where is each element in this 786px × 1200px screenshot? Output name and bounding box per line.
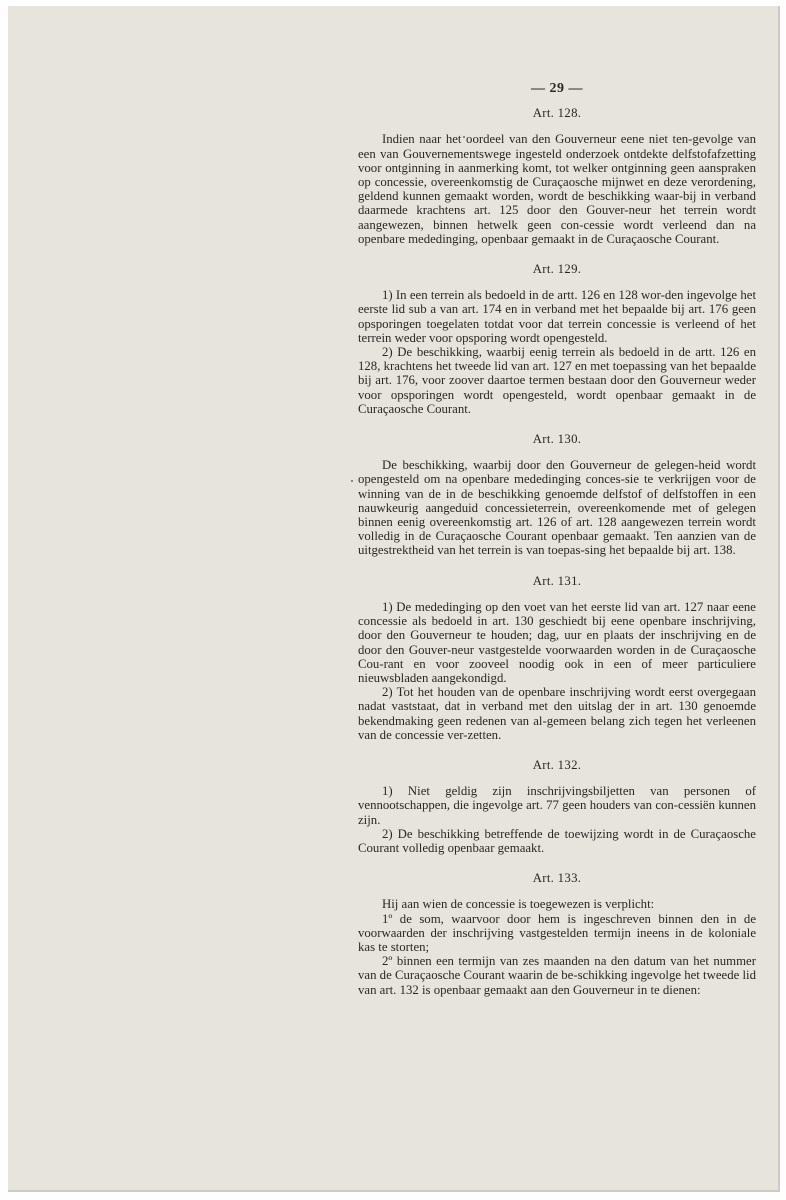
article-paragraph: 2) Tot het houden van de openbare inschrijving wordt eerst overgegaan nadat vaststaat, dat in verband met den uitslag der in art. 130 genoemde bekendmaking geen redenen van al-gemeen belang zich tegen het verleenen van de concessie ver-zetten. bbox=[358, 685, 756, 742]
article-paragraph: 1) Niet geldig zijn inschrijvingsbiljetten van personen of vennootschappen, die ingevolge art. 77 geen houders van con-cessiën kunnen zijn. bbox=[358, 784, 756, 827]
article-paragraph: 2º binnen een termijn van zes maanden na den datum van het nummer van de Curaçaosche Courant waarin de be-schikking ingevolge het tweede lid van art. 132 is openbaar gemaakt aan den Gouverneur in te dienen: bbox=[358, 954, 756, 997]
article-paragraph: 1) De mededinging op den voet van het eerste lid van art. 127 naar eene concessie als bedoeld in art. 130 geschiedt bij eene openbare inschrijving, door den Gouverneur te houden; dag, uur en plaats der inschrijving en de door den Gouver-neur vastgestelde voorwaarden worden in de Curaçaosche Cou-rant en voor zooveel noodig ook in een of meer particuliere nieuwsbladen aangekondigd. bbox=[358, 599, 756, 685]
page-number: — 29 — bbox=[531, 81, 583, 96]
article-paragraph: 2) De beschikking betreffende de toewijzing wordt in de Curaçaosche Courant volledig openbaar gemaakt. bbox=[358, 826, 756, 855]
article-paragraph: De beschikking, waarbij door den Gouverneur de gelegen-heid wordt opengesteld om na openbare mededinging conces-sie te verkrijgen voor de winning van de in de beschikking genoemde delfstof of delfstoffen in een nauwkeurig aangeduid concessieterrein, overeenkomende met of gelegen binnen eenig overeenkomstig art. 126 of art. 128 aangewezen terrein wordt volledig in de Curaçaosche Courant openbaar gemaakt. Ten aanzien van de uitgestrektheid van het terrein is van toepas-sing het bepaalde bij art. 138. bbox=[358, 458, 756, 558]
article-heading: Art. 128. bbox=[532, 106, 582, 121]
article-heading: Art. 133. bbox=[532, 871, 582, 886]
article-paragraph: Indien naar het oordeel van den Gouverneur eene niet ten-gevolge van een van Gouvernementswege ingesteld onderzoek ontdekte delfstofafzetting voor ontginning in aanmerking komt, tot welker ontginning geen aanspraken op concessie, overeenkomstig de Curaçaosche mijnwet en deze verordening, geldend kunnen gemaakt worden, wordt de beschikking waar-bij in verband daarmede krachtens art. 125 door den Gouver-neur het terrein wordt aangewezen, binnen hetwelk geen con-cessie wordt verleend dan na openbare mededinging, openbaar gemaakt in de Curaçaosche Courant. bbox=[358, 132, 756, 246]
article-paragraph: 1º de som, waarvoor door hem is ingeschreven binnen den in de voorwaarden der inschrijving vastgestelden termijn ineens in de koloniale kas te storten; bbox=[358, 911, 756, 954]
article-heading: Art. 129. bbox=[532, 262, 582, 277]
article-heading: Art. 132. bbox=[532, 757, 582, 772]
article-paragraph: 2) De beschikking, waarbij eenig terrein als bedoeld in de artt. 126 en 128, krachtens het tweede lid van art. 127 en met toepassing van het bepaalde bij art. 176, voor zoover daartoe termen bestaan door den Gouverneur weder voor opsporingen wordt opengesteld, wordt openbaar gemaakt in de Curaçaosche Courant. bbox=[358, 345, 756, 416]
speck-mark bbox=[351, 480, 353, 482]
article-paragraph: Hij aan wien de concessie is toegewezen is verplicht: bbox=[382, 897, 655, 912]
article-heading: Art. 130. bbox=[532, 432, 582, 447]
article-heading: Art. 131. bbox=[532, 573, 582, 588]
article-paragraph: 1) In een terrein als bedoeld in de artt. 126 en 128 wor-den ingevolge het eerste lid sub a van art. 174 en in verband met het bepaalde bij art. 176 geen opsporingen toegelaten totdat voor dat terrein concessie is verleend of het terrein weder voor opsporing wordt opengesteld. bbox=[358, 288, 756, 345]
text-column bbox=[358, 82, 756, 997]
